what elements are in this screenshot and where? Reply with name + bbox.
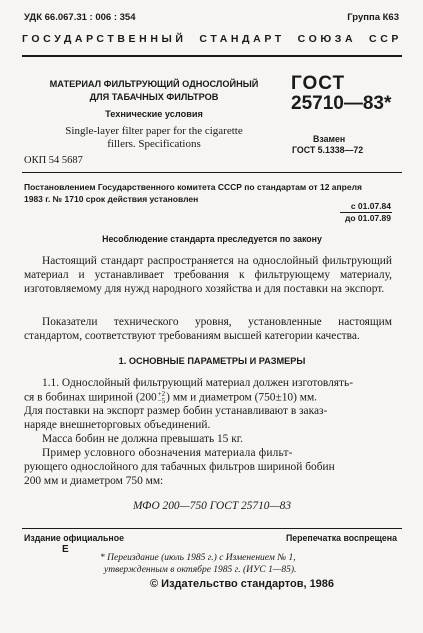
legal-warning: Несоблюдение стандарта преследуется по закону <box>102 234 322 244</box>
width-tolerance-plus: +2 <box>157 390 166 398</box>
example-line-a: Пример условного обозначения материала фильт- <box>42 447 293 459</box>
intro-paragraph-1: Настоящий стандарт распространяется на однослойный фильтрующий материал и устанавливает требования к фильтрующему материалу, изготовляемому для нужд народного хозяйства и для поставки на экспорт. <box>24 255 392 296</box>
clause-1-1-line-e: наряде внешнеторговых объединений. <box>24 419 211 431</box>
title-english-1: Single-layer filter paper for the cigarette <box>65 125 243 137</box>
example-line-b: рующего однослойного для табачных фильтров шириной бобин <box>24 461 335 473</box>
okp-code: ОКП 54 5687 <box>24 155 83 166</box>
validity-from: с 01.07.84 <box>350 201 391 211</box>
decree-line-1: Постановлением Государственного комитета СССР по стандартам от 12 апреля <box>24 182 362 192</box>
reissue-note-2: утвержденным в октябре 1985 г. (ИУС 1—85). <box>104 565 297 575</box>
clause-1-1-width-prefix: ся в бобинах шириной (200 <box>24 391 157 404</box>
state-standard-heading: ГОСУДАРСТВЕННЫЙ СТАНДАРТ СОЮЗА ССР <box>22 33 402 45</box>
title-line-1: МАТЕРИАЛ ФИЛЬТРУЮЩИЙ ОДНОСЛОЙНЫЙ <box>49 79 259 89</box>
mass-requirement: Масса бобин не должна превышать 15 кг. <box>42 433 243 445</box>
validity-to: до 01.07.89 <box>344 213 391 223</box>
official-edition: Издание официальное <box>24 533 124 543</box>
title-line-2: ДЛЯ ТАБАЧНЫХ ФИЛЬТРОВ <box>89 92 219 102</box>
width-tolerance <box>158 391 165 405</box>
group-code: Группа К63 <box>347 12 399 23</box>
edition-mark: Е <box>62 544 69 555</box>
reissue-note-1: * Переиздание (июль 1985 г.) с Изменением № 1, <box>100 553 296 563</box>
decree-line-2: 1983 г. № 1710 срок действия установлен <box>24 194 199 204</box>
section-1-heading: 1. ОСНОВНЫЕ ПАРАМЕТРЫ И РАЗМЕРЫ <box>118 356 306 366</box>
replaces-standard: ГОСТ 5.1338—72 <box>292 145 364 155</box>
header-rule <box>22 55 402 57</box>
title-rule <box>22 172 402 173</box>
replaces-label: Взамен <box>313 134 346 144</box>
gost-number: 25710—83* <box>291 93 392 114</box>
width-tolerance-minus: −5 <box>157 397 166 405</box>
copyright: © Издательство стандартов, 1986 <box>150 578 335 590</box>
footer-rule <box>22 528 402 529</box>
example-line-c: 200 мм и диаметром 750 мм: <box>24 475 164 487</box>
clause-1-1-line-a: 1.1. Однослойный фильтрующий материал должен изготовлять- <box>42 377 354 389</box>
clause-1-1-line-d: Для поставки на экспорт размер бобин устанавливают в заказ- <box>24 405 328 417</box>
designation-example: МФО 200—750 ГОСТ 25710—83 <box>132 500 292 512</box>
gost-label: ГОСТ <box>291 73 346 94</box>
title-subtitle: Технические условия <box>105 109 203 119</box>
clause-1-1-line-b <box>24 391 392 405</box>
clause-1-1-width-suffix: ) мм и диаметром (750±10) мм. <box>166 391 318 404</box>
intro-paragraph-2: Показатели технического уровня, установленные настоящим стандартом, соответствуют требованиям высшей категории качества. <box>24 316 392 343</box>
clause-1-1-width-text <box>24 391 317 405</box>
udk-code: УДК 66.067.31 : 006 : 354 <box>24 12 136 23</box>
title-english-2: fillers. Specifications <box>107 138 201 150</box>
reprint-prohibited: Перепечатка воспрещена <box>285 533 397 543</box>
